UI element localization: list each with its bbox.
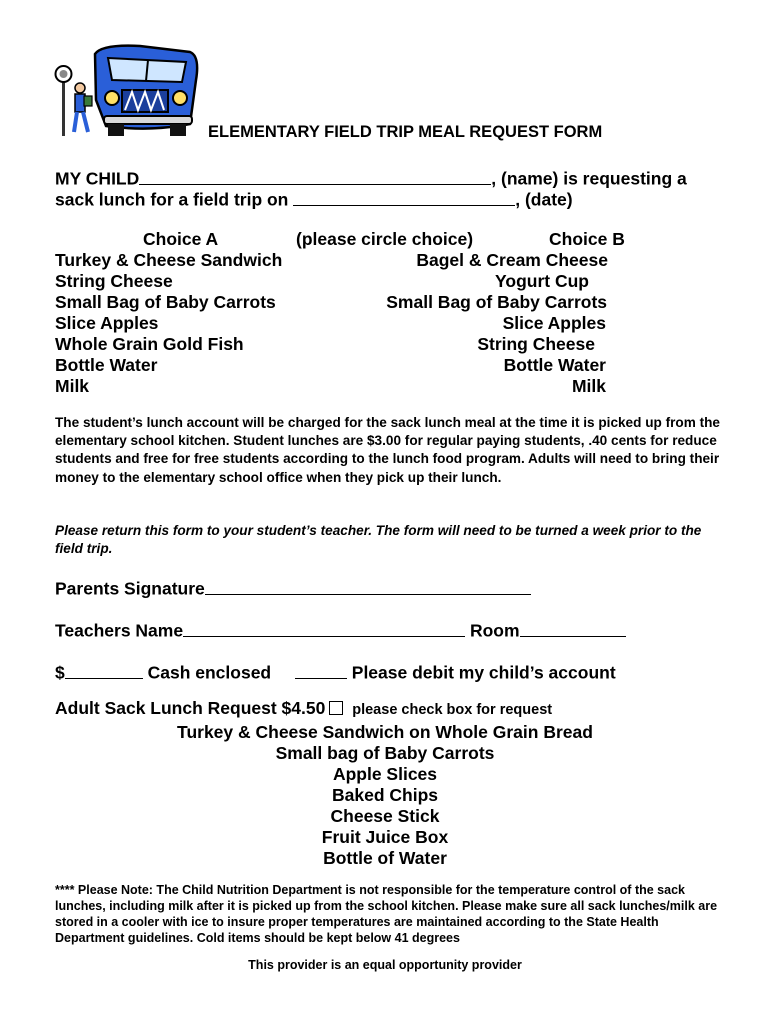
field-trip-label: sack lunch for a field trip on: [55, 189, 289, 210]
choice-b-item[interactable]: Small Bag of Baby Carrots: [386, 292, 607, 312]
choice-b-item[interactable]: Yogurt Cup: [495, 271, 589, 291]
debit-label: Please debit my child’s account: [351, 662, 616, 683]
parents-signature-row: [55, 576, 531, 600]
my-child-label: MY CHILD: [55, 168, 140, 189]
temperature-note: **** Please Note: The Child Nutrition Department is not responsible for the temperature control of the sack lunches, including milk after it is picked up from the school kitchen. Please make sure all sack lunches/milk are stored in a cooler with ice to insure proper temperatures are maintained according to the State Health Department guidelines. Cold items should be kept below 41 degrees: [55, 883, 718, 945]
choice-a-item[interactable]: Small Bag of Baby Carrots: [55, 292, 276, 312]
parents-signature-label: Parents Signature: [55, 578, 205, 599]
adult-request-row: [55, 698, 552, 719]
equal-opportunity-footer: This provider is an equal opportunity provider: [248, 958, 522, 972]
intro-line-2: [55, 187, 573, 211]
choice-a-item[interactable]: Slice Apples: [55, 313, 159, 333]
room-label: Room: [469, 620, 520, 641]
check-instruction: please check box for request: [352, 702, 553, 718]
account-paragraph: The student’s lunch account will be charged for the sack lunch meal at the time it is picked up from the elementary school kitchen. Student lunches are $3.00 for regular paying students, .40 cents for reduce students and free for free students according to the lunch food program. Adults will need to bring their money to the elementary school office when they pick up their lunch.: [55, 415, 720, 485]
choice-b-heading: Choice B: [549, 229, 625, 249]
date-suffix: , (date): [515, 189, 573, 210]
adult-menu-item: Apple Slices: [332, 764, 438, 784]
choice-b-item[interactable]: Slice Apples: [502, 313, 606, 333]
choice-a-item[interactable]: Bottle Water: [55, 355, 158, 375]
adult-menu-item: Turkey & Cheese Sandwich on Whole Grain Bread: [177, 722, 593, 742]
field-trip-date-field[interactable]: [293, 187, 515, 206]
teachers-name-field[interactable]: [183, 618, 465, 637]
payment-row: [55, 660, 616, 684]
return-instruction: Please return this form to your student’s teacher. The form will need to be turned a week prior to the field trip.: [55, 523, 702, 557]
name-suffix: , (name) is requesting a: [491, 168, 687, 189]
choice-a-item[interactable]: Milk: [55, 376, 90, 396]
choice-a-item[interactable]: Turkey & Cheese Sandwich: [55, 250, 283, 270]
circle-instruction: (please circle choice): [296, 229, 474, 249]
adult-menu-item: Bottle of Water: [323, 848, 447, 868]
choice-a-item[interactable]: Whole Grain Gold Fish: [55, 334, 244, 354]
choice-b-item[interactable]: Bagel & Cream Cheese: [416, 250, 608, 270]
teachers-name-label: Teachers Name: [55, 620, 184, 641]
cash-amount-field[interactable]: [65, 660, 143, 679]
cash-enclosed-label: Cash enclosed: [147, 662, 272, 683]
dollar-sign: $: [55, 662, 65, 683]
intro-line-1: [55, 166, 687, 190]
adult-menu-item: Cheese Stick: [330, 806, 440, 826]
adult-menu-item: Fruit Juice Box: [321, 827, 449, 847]
adult-request-checkbox[interactable]: [329, 701, 343, 715]
form-title: ELEMENTARY FIELD TRIP MEAL REQUEST FORM: [208, 123, 603, 141]
choice-b-item[interactable]: Milk: [571, 376, 606, 396]
adult-menu-item: Baked Chips: [332, 785, 438, 805]
debit-check-field[interactable]: [295, 660, 347, 679]
teacher-room-row: [55, 618, 626, 642]
school-bus-clipart: [50, 40, 220, 140]
child-name-field[interactable]: [139, 166, 491, 185]
adult-request-label: Adult Sack Lunch Request $4.50: [55, 698, 326, 718]
adult-menu-item: Small bag of Baby Carrots: [275, 743, 495, 763]
choice-b-item[interactable]: Bottle Water: [503, 355, 606, 375]
parents-signature-field[interactable]: [205, 576, 531, 595]
choice-a-item[interactable]: String Cheese: [55, 271, 173, 291]
choice-b-item[interactable]: String Cheese: [477, 334, 595, 354]
choice-a-heading: Choice A: [143, 229, 219, 249]
room-field[interactable]: [520, 618, 626, 637]
